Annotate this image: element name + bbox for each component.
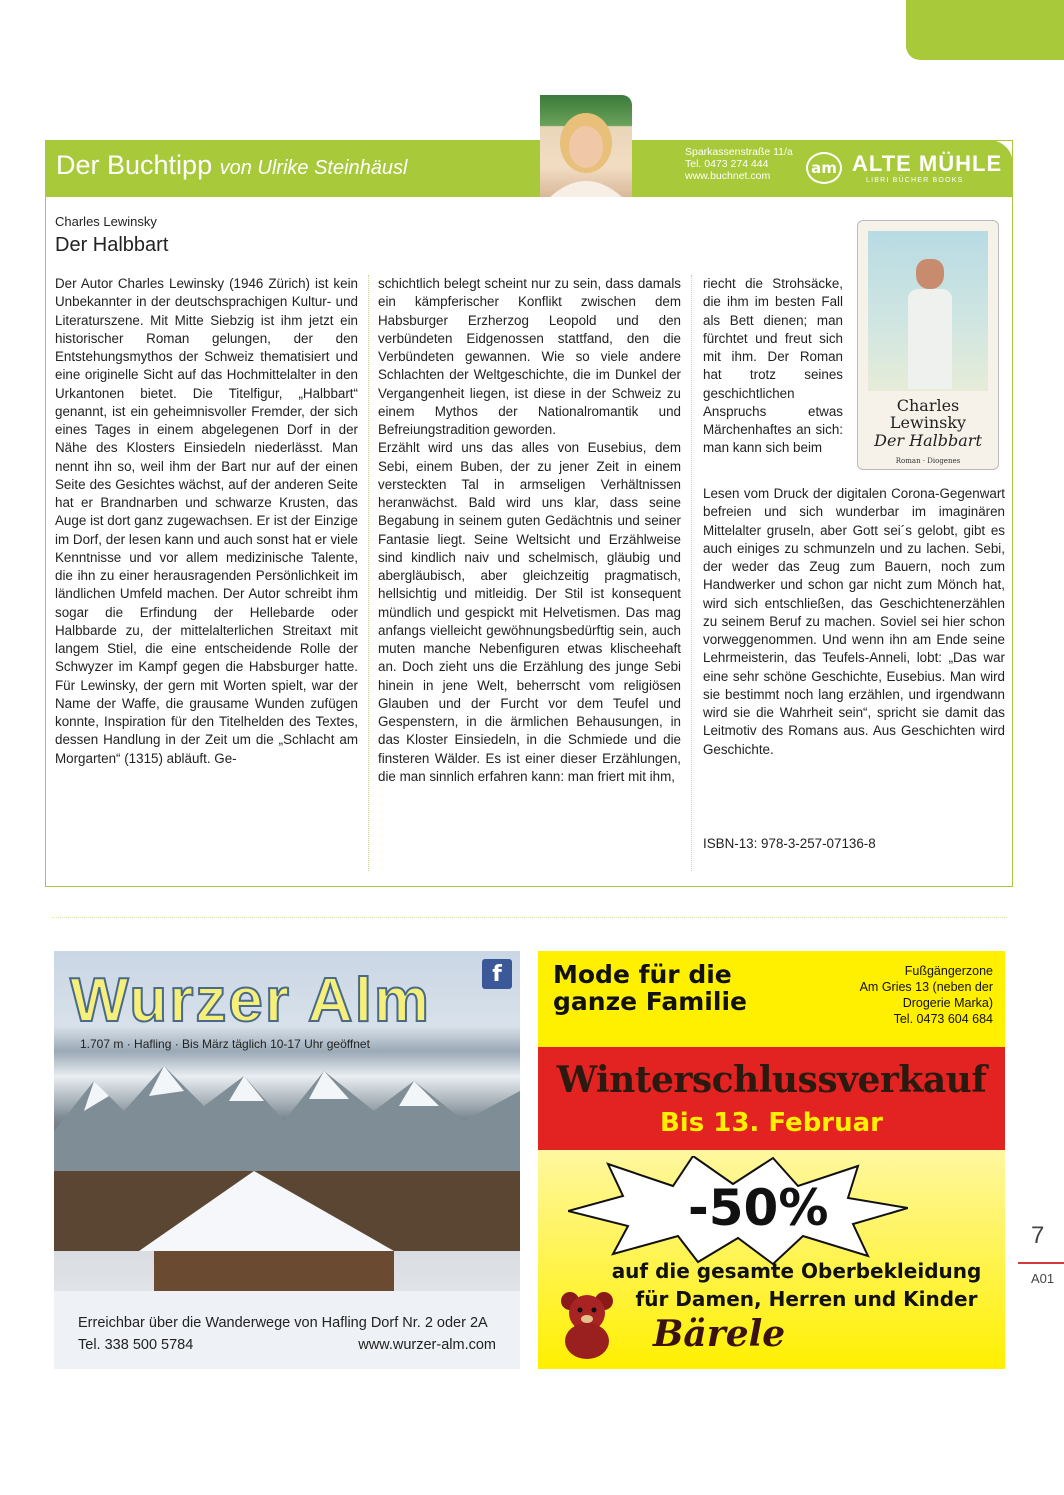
cover-author: Charles Lewinsky: [889, 396, 967, 432]
sale-title: Winterschlussverkauf: [556, 1059, 987, 1101]
section-title: Der Buchtipp von Ulrike Steinhäusl: [56, 150, 408, 180]
alm-directions: Erreichbar über die Wanderwege von Hafling Dorf Nr. 2 oder 2A: [78, 1315, 488, 1331]
article-column-3-top: riecht die Strohsäcke, die ihm im besten Fall als Bett dienen; man fürchtet und freut sich mit ihm. Der Roman hat trotz seines geschichtlichen Anspruchs etwas Märchenhaftes an sich: man kann sich beim: [703, 276, 843, 456]
col2-paragraph-2: Erzählt wird uns das alles von Eusebius, dem Sebi, einem Buben, der zu jener Zeit in einem versteckten Tal in armseligen Verhältnissen heranwächst. Bald wird uns klar, dass seine Begabung in seinem guten Gedächtnis und seiner Fantasie liegt. Seine Weltsicht und Erzählweise sind kindlich naiv und schelmisch, gläubig und abergläubisch, aber gleichzeitig pragmatisch, hellsichtig und mitleidig. Der Stil ist konsequent mündlich und gespickt mit Helvetismen. Das mag anfangs vielleicht gewöhnungsbedürftig sein, auch muten manche Nebenfiguren etwas klischeehaft an. Doch zieht uns die Erzählung des junge Sebi hinein in jene Welt, beherrscht vom religiösen Glauben und der Furcht vor dem Teufel und Gespenstern, in die ärmlichen Behausungen, in das Kloster Einsiedeln, in die Schmiede und die finsteren Wälder. Es ist einer dieser Erzählungen, die man sinnlich erfahren kann: man friert mit ihm,: [378, 440, 681, 784]
discount: -50%: [688, 1179, 829, 1237]
book-cover: [857, 220, 999, 470]
article-column-2: [378, 275, 681, 786]
page-number-rule: [1018, 1262, 1064, 1264]
col2-paragraph-1: schichtlich belegt scheint nur zu sein, dass damals ein kämpferischer Konflikt zwischen dem Habsburger Erzherzog Leopold und den verbündeten Eidgenossen stattfand, den die Verbündeten gewannen. Wie so viele andere Schlachten der Weltgeschichte, die im Dunkel der Vergangenheit liegen, ist diese in der Schweiz zu einem Mythos der Nationalromantik und Befreiungstradition geworden.: [378, 276, 681, 437]
cover-figure-head: [916, 259, 944, 289]
offer-line-1: auf die gesamte Oberbekleidung: [611, 1259, 982, 1283]
alte-muehle-logo-mark: am: [806, 152, 842, 184]
sale-date: Bis 13. Februar: [659, 1108, 884, 1138]
book-author: Charles Lewinsky: [55, 214, 157, 229]
shop-website[interactable]: www.buchnet.com: [685, 170, 771, 182]
alm-title: Wurzer Alm: [70, 966, 432, 1035]
alm-website[interactable]: www.wurzer-alm.com: [358, 1337, 496, 1353]
cover-title: Der Halbbart: [874, 431, 982, 450]
shop-address: [685, 146, 793, 182]
cover-artwork: [868, 231, 988, 391]
alte-muehle-logo-name: ALTE MÜHLE: [852, 151, 1003, 176]
page-code: A01: [1031, 1271, 1055, 1286]
facebook-icon[interactable]: f: [482, 959, 512, 989]
offer-line-2: für Damen, Herren und Kinder: [635, 1287, 978, 1311]
article-column-1: Der Autor Charles Lewinsky (1946 Zürich) ist kein Unbekannter in der deutschsprachigen Kultur- und Literaturszene. Mit Mitte Siebzig ist ihm jetzt ein historischer Roman gelungen, der den Entstehungsmythos der Schweiz thematisiert und eine originelle Sicht auf das Hochmittelalter in den Urkantonen bietet. Die Titelfigur, „Halbbart“ genannt, ist ein geheimnisvoller Fremder, der sich eines Tages in einem abgelegenen Dorf in der Nähe des Klosters Einsiedeln niederlässt. Man nennt ihn so, weil ihm der Bart nur auf der einen Seite des Gesichtes wächst, auf der anderen Seite hat er Brandnarben und schwarze Krusten, das Auge ist dort ganz zugewachsen. Er ist der Einzige im Dorf, der lesen kann und auch sonst hat er viele Kenntnisse und vor allem medizinische Talente, die ihn zu einer herausragenden Persönlichkeit im ländlichen Umfeld machen. Der Autor schreibt ihm sogar die Erfindung der Hellebarde oder Halbbarde zu, der mittelalterlichen Streitaxt mit langem Stiel, die eine entscheidende Rolle der Schwyzer im Kampf gegen die Habsburger hatte. Für Lewinsky, der gern mit Worten spielt, war der Name der Waffe, die grausame Wunden zufügen konnte, Inspiration für den Titelhelden des Textes, dessen Handlung in der Zeit um die „Schlacht am Morgarten“ (1315) abläuft. Ge-: [55, 276, 358, 766]
column-divider: [368, 275, 369, 871]
book-title: Der Halbbart: [55, 234, 169, 256]
byline: von Ulrike Steinhäusl: [219, 157, 408, 179]
isbn: ISBN-13: 978-3-257-07136-8: [703, 836, 876, 851]
ad-wurzer-alm[interactable]: [54, 951, 520, 1369]
teddy-bear-icon: [552, 1289, 622, 1361]
baerele-address: Fußgängerzone Am Gries 13 (neben der Drogerie Marka) Tel. 0473 604 684: [859, 964, 993, 1026]
section-divider: [52, 917, 1007, 918]
shop-street: Sparkassenstraße 11/a: [685, 146, 793, 158]
alm-subtitle: 1.707 m · Hafling · Bis März täglich 10-17 Uhr geöffnet: [80, 1037, 370, 1051]
column-divider: [691, 275, 692, 871]
article-column-3-bottom: Lesen vom Druck der digitalen Corona-Gegenwart befreien und sich wunderbar im imaginären Mittelalter gruseln, aber Gott sei´s gelobt, gibt es auch einiges zu schmunzeln und zu lachen. Sebi, der weder das Zeug zum Bauern, noch zum Handwerker und schon gar nicht zum Mönch hat, wird sich entschließen, das Geschichtenerzählen zu seinem Beruf zu machen. Soviel sei hier schon vorweggenommen. Und wenn ihn am Ende seine Lehrmeisterin, das Teufels-Anneli, lobt: „Das war eine sehr schöne Geschichte, Eusebius. Man wird sie bestimmt noch lang erzählen, und irgendwann wird sie die Wahrheit sein“, spricht sie damit das Leitmotiv des Romans aus. Aus Geschichten wird Geschichte.: [703, 486, 1005, 757]
shop-phone: Tel. 0473 274 444: [685, 158, 769, 170]
alm-phone: Tel. 338 500 5784: [78, 1337, 194, 1353]
alte-muehle-logo-sub: LIBRI BÜCHER BOOKS: [866, 177, 964, 184]
reviewer-portrait-icon: [540, 95, 632, 197]
page-number: 7: [1031, 1222, 1045, 1249]
baerele-brand: Bärele: [653, 1313, 786, 1355]
reviewer-photo: [540, 95, 632, 197]
ad-baerele[interactable]: [538, 951, 1005, 1369]
hut-roof: [139, 1171, 394, 1251]
corner-tab: [906, 0, 1064, 60]
baerele-headline: Mode für die ganze Familie: [553, 960, 747, 1016]
cover-figure-body: [908, 289, 952, 389]
cover-publisher: Roman · Diogenes: [895, 457, 961, 465]
